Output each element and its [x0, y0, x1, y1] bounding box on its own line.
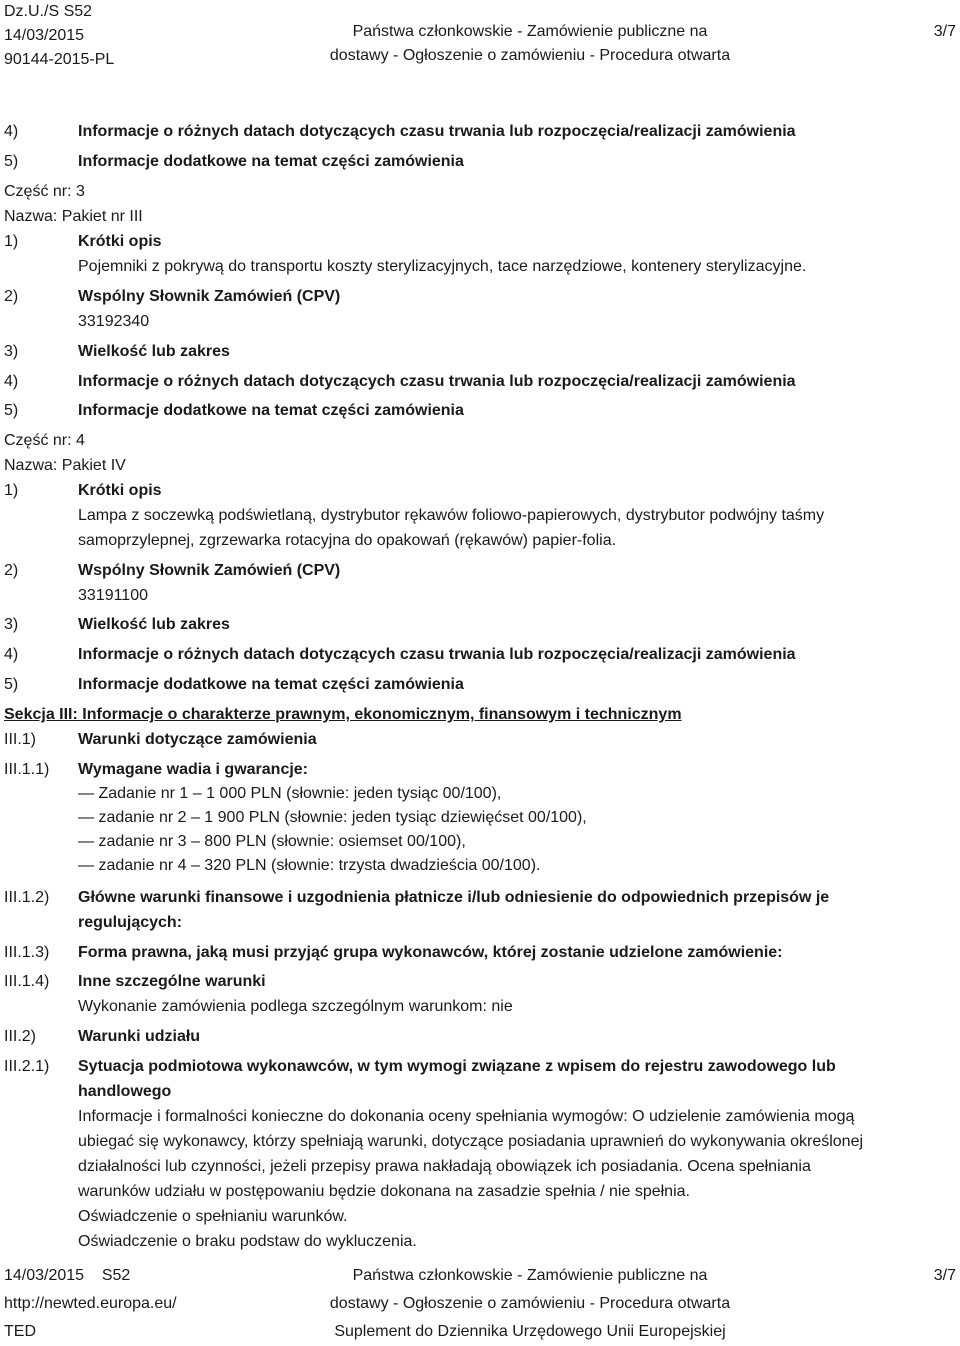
description-text: samoprzylepnej, zgrzewarka rotacyjna do opakowań (rękawów) papier-folia. — [78, 532, 617, 549]
item-label: Wielkość lub zakres — [78, 343, 230, 360]
item-number: 1) — [4, 482, 19, 499]
item-number: 5) — [4, 153, 19, 170]
section-label: Forma prawna, jaką musi przyjąć grupa wykonawców, której zostanie udzielone zamówienie: — [78, 944, 783, 961]
header-notice-id: 90144-2015-PL — [4, 51, 115, 68]
list-item: — Zadanie nr 1 – 1 000 PLN (słownie: jeden tysiąc 00/100), — [78, 785, 502, 802]
section-label: Warunki dotyczące zamówienia — [78, 731, 317, 748]
list-item: — zadanie nr 4 – 320 PLN (słownie: trzysta dwadzieścia 00/100). — [78, 857, 541, 874]
header-title-line2: dostawy - Ogłoszenie o zamówieniu - Procedura otwarta — [329, 47, 731, 64]
footer-title-line1: Państwa członkowskie - Zamówienie publiczne na — [352, 1267, 708, 1284]
paragraph-line: Informacje i formalności konieczne do dokonania oceny spełniania wymogów: O udzielenie zamówienia mogą — [78, 1108, 855, 1125]
section-number: III.1.2) — [4, 889, 50, 906]
paragraph-line: działalności lub czynności, jeżeli przepisy prawa nakładają obowiązek ich posiadania. Ocena spełniania — [78, 1158, 811, 1175]
item-number: 5) — [4, 676, 19, 693]
section-label: Wymagane wadia i gwarancje: — [78, 761, 309, 778]
part3-item4 — [0, 369, 960, 394]
part4-cpv — [0, 583, 960, 608]
section-3-1-1 — [0, 757, 960, 782]
header-journal: Dz.U./S S52 — [4, 3, 93, 20]
item-number: 1) — [4, 233, 19, 250]
footer-title-line3: Suplement do Dziennika Urzędowego Unii Europejskiej — [334, 1323, 726, 1340]
top-info4-row — [0, 119, 960, 144]
footer-date: 14/03/2015 S52 — [4, 1267, 131, 1284]
section-3-2-1-text — [78, 1104, 948, 1254]
item-label: Informacje dodatkowe na temat części zamówienia — [78, 676, 464, 693]
wadia-list — [78, 782, 587, 878]
part4-name — [0, 453, 960, 478]
section3-title-row — [0, 702, 960, 727]
description-text: Pojemniki z pokrywą do transportu koszty sterylizacyjnych, tace narzędziowe, kontenery sterylizacyjne. — [78, 258, 807, 275]
part3-item3 — [0, 339, 960, 364]
section-3-2-1 — [0, 1054, 960, 1079]
section-3-1-4 — [0, 969, 960, 994]
item-label: Informacje dodatkowe na temat części zamówienia — [78, 153, 464, 170]
item-number: 2) — [4, 288, 19, 305]
part-number-text: Część nr: 4 — [4, 432, 85, 449]
cpv-code: 33192340 — [78, 313, 150, 330]
section-label: Główne warunki finansowe i uzgodnienia płatnicze i/lub odniesienie do odpowiednich przepisów je — [78, 889, 830, 906]
item-label: Wielkość lub zakres — [78, 616, 230, 633]
part3-item2 — [0, 284, 960, 309]
section-3-2-1-cont — [0, 1079, 960, 1104]
part4-item1 — [0, 478, 960, 503]
header-page-number: 3/7 — [933, 23, 956, 40]
section-label: Inne szczególne warunki — [78, 973, 266, 990]
header-title-line1: Państwa członkowskie - Zamówienie publiczne na — [352, 23, 708, 40]
section-label: Sytuacja podmiotowa wykonawców, w tym wymogi związane z wpisem do rejestru zawodowego lub — [78, 1058, 836, 1075]
list-item: — zadanie nr 2 – 1 900 PLN (słownie: jeden tysiąc dziewięćset 00/100), — [78, 809, 587, 826]
cpv-code: 33191100 — [78, 587, 148, 604]
section-label: handlowego — [78, 1083, 172, 1100]
item-number: 4) — [4, 373, 19, 390]
item-label: Informacje dodatkowe na temat części zamówienia — [78, 402, 464, 419]
item-number: 3) — [4, 343, 19, 360]
item-label: Informacje o różnych datach dotyczących czasu trwania lub rozpoczęcia/realizacji zamówienia — [78, 373, 796, 390]
section-3-1-2-cont — [0, 910, 960, 935]
section-3-1-4-text — [0, 994, 960, 1019]
part4-item2 — [0, 558, 960, 583]
part3-item1 — [0, 229, 960, 254]
section-title: Sekcja III: Informacje o charakterze prawnym, ekonomicznym, finansowym i technicznym — [4, 706, 682, 723]
paragraph-line: Oświadczenie o spełnianiu warunków. — [78, 1208, 348, 1225]
paragraph-line: ubiegać się wykonawcy, którzy spełniają warunki, dotyczące posiadania uprawnień do wykonywania określonej — [78, 1133, 864, 1150]
section-number: III.1.4) — [4, 973, 50, 990]
part4-description-line2 — [0, 528, 960, 553]
part4-item5 — [0, 672, 960, 697]
header-date: 14/03/2015 — [4, 27, 85, 44]
footer-page-number: 3/7 — [933, 1267, 956, 1284]
section-number: III.1.3) — [4, 944, 50, 961]
part3-number — [0, 179, 960, 204]
section-3-2 — [0, 1024, 960, 1049]
part4-item4 — [0, 642, 960, 667]
part-name-text: Nazwa: Pakiet nr III — [4, 208, 143, 225]
footer-left — [4, 1262, 177, 1346]
item-label: Wspólny Słownik Zamówień (CPV) — [78, 562, 341, 579]
part3-description — [0, 254, 960, 279]
item-number: 4) — [4, 646, 19, 663]
footer-ted: TED — [4, 1323, 36, 1340]
section-number: III.1.1) — [4, 761, 50, 778]
item-label: Krótki opis — [78, 233, 162, 250]
part-name-text: Nazwa: Pakiet IV — [4, 457, 126, 474]
item-label: Krótki opis — [78, 482, 162, 499]
section-number: III.2) — [4, 1028, 37, 1045]
item-number: 2) — [4, 562, 19, 579]
part3-name — [0, 204, 960, 229]
footer-center — [290, 1262, 770, 1346]
part-number-text: Część nr: 3 — [4, 183, 85, 200]
paragraph-line: Oświadczenie o braku podstaw do wykluczenia. — [78, 1233, 417, 1250]
item-number: 4) — [4, 123, 19, 140]
section-label: Warunki udziału — [78, 1028, 201, 1045]
header-center — [290, 20, 770, 68]
section-number: III.1) — [4, 731, 37, 748]
section-3-1 — [0, 727, 960, 752]
description-text: Lampa z soczewką podświetlaną, dystrybutor rękawów foliowo-papierowych, dystrybutor podwójny taśmy — [78, 507, 825, 524]
section-3-1-3 — [0, 940, 960, 965]
part4-number — [0, 428, 960, 453]
part4-description-line1 — [0, 503, 960, 528]
header-left — [4, 0, 114, 72]
section-number: III.2.1) — [4, 1058, 50, 1075]
part3-item5 — [0, 398, 960, 423]
item-number: 3) — [4, 616, 19, 633]
paragraph-line: warunków udziału w postępowaniu będzie dokonana na zasadzie spełnia / nie spełnia. — [78, 1183, 690, 1200]
top-info5-row — [0, 149, 960, 174]
list-item: — zadanie nr 3 – 800 PLN (słownie: osiemset 00/100), — [78, 833, 466, 850]
section-text: Wykonanie zamówienia podlega szczególnym warunkom: nie — [78, 998, 513, 1015]
part3-cpv — [0, 309, 960, 334]
footer-title-line2: dostawy - Ogłoszenie o zamówieniu - Procedura otwarta — [329, 1295, 731, 1312]
item-label: Wspólny Słownik Zamówień (CPV) — [78, 288, 341, 305]
footer-url[interactable]: http://newted.europa.eu/ — [4, 1295, 177, 1312]
item-label: Informacje o różnych datach dotyczących czasu trwania lub rozpoczęcia/realizacji zamówienia — [78, 646, 796, 663]
section-label: regulujących: — [78, 914, 183, 931]
item-number: 5) — [4, 402, 19, 419]
item-label: Informacje o różnych datach dotyczących czasu trwania lub rozpoczęcia/realizacji zamówienia — [78, 123, 796, 140]
part4-item3 — [0, 612, 960, 637]
section-3-1-2 — [0, 885, 960, 910]
